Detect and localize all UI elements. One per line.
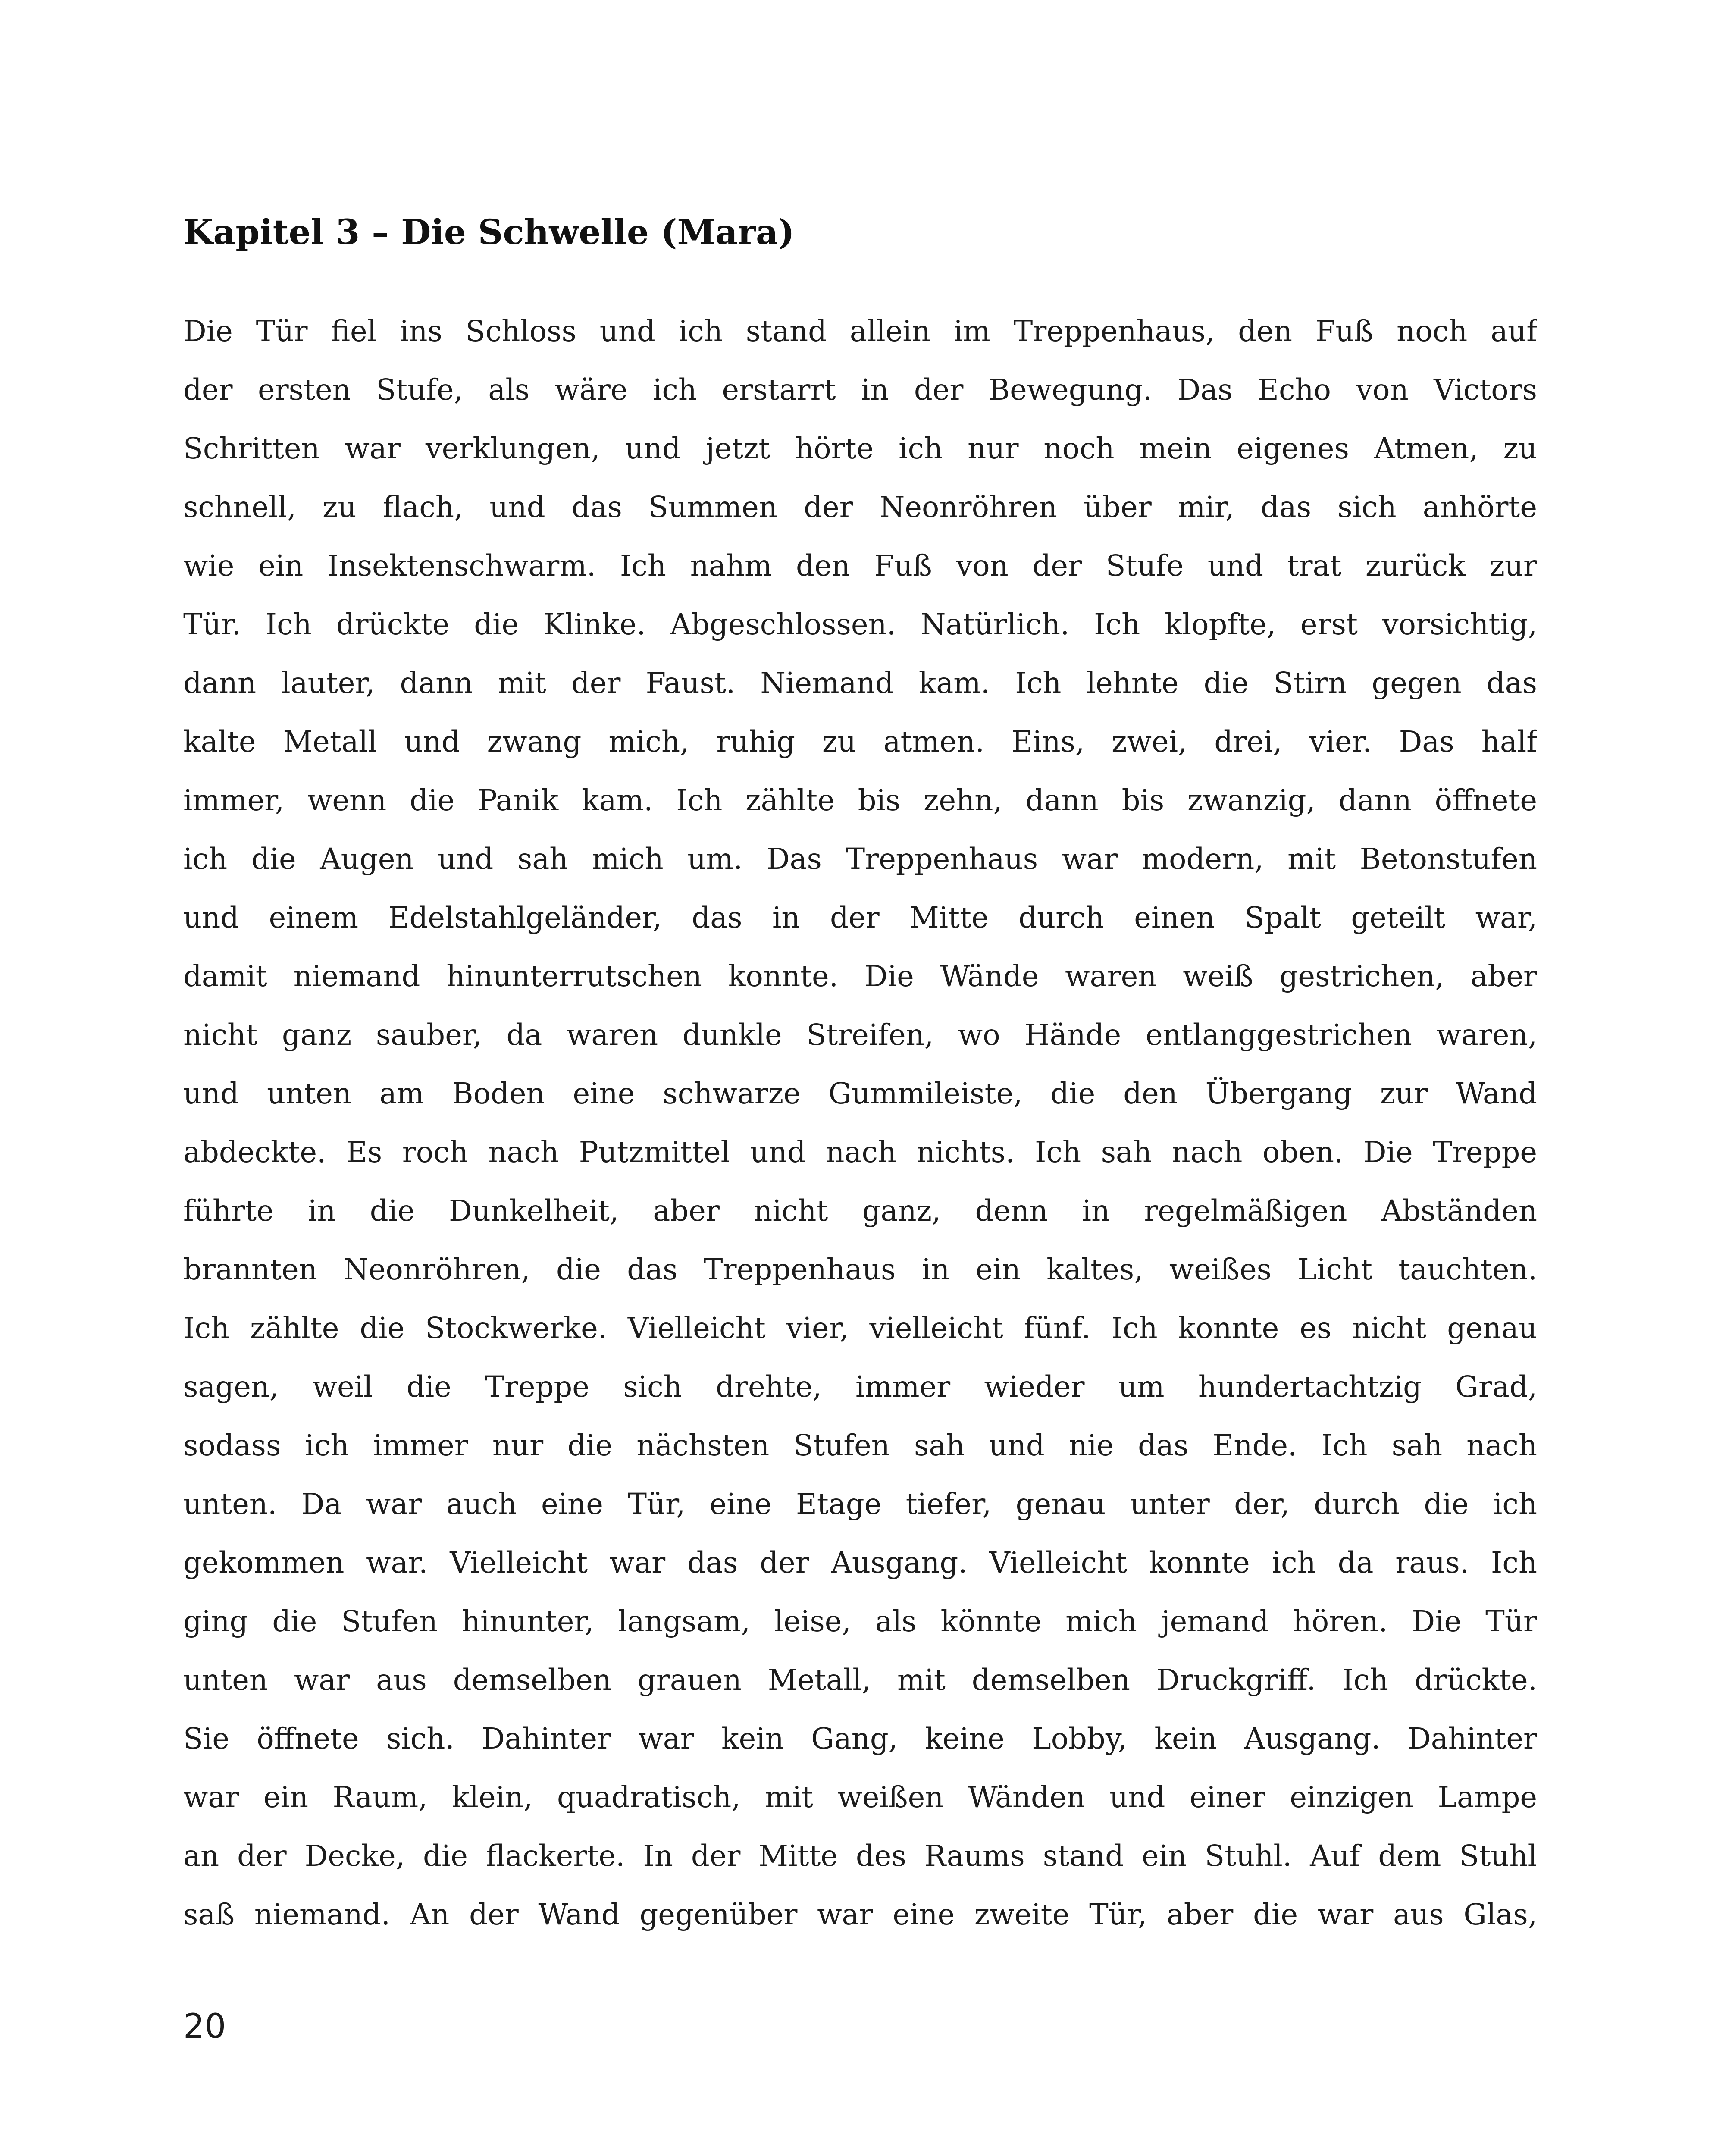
- text-line: unten. Da war auch eine Tür, eine Etage tiefer, genau unter der, durch die ich: [183, 1487, 1537, 1521]
- text-line: unten war aus demselben grauen Metall, mit demselben Druckgriff. Ich drückte.: [183, 1663, 1537, 1697]
- chapter-title: Kapitel 3 – Die Schwelle (Mara): [183, 212, 795, 252]
- text-line: war ein Raum, klein, quadratisch, mit weißen Wänden und einer einzigen Lampe: [183, 1780, 1537, 1814]
- text-line: Ich zählte die Stockwerke. Vielleicht vier, vielleicht fünf. Ich konnte es nicht genau: [183, 1311, 1537, 1345]
- text-line: Sie öffnete sich. Dahinter war kein Gang, keine Lobby, kein Ausgang. Dahinter: [183, 1722, 1537, 1755]
- text-line: Schritten war verklungen, und jetzt hörte ich nur noch mein eigenes Atmen, zu: [183, 432, 1537, 465]
- body-text: [183, 302, 1537, 1944]
- text-line: sagen, weil die Treppe sich drehte, immer wieder um hundertachtzig Grad,: [183, 1370, 1537, 1404]
- text-line: ich die Augen und sah mich um. Das Treppenhaus war modern, mit Betonstufen: [183, 842, 1537, 876]
- text-line: sodass ich immer nur die nächsten Stufen sah und nie das Ende. Ich sah nach: [183, 1429, 1537, 1462]
- page-number: 20: [183, 2007, 226, 2046]
- text-line: damit niemand hinunterrutschen konnte. Die Wände waren weiß gestrichen, aber: [183, 959, 1537, 993]
- text-line: der ersten Stufe, als wäre ich erstarrt in der Bewegung. Das Echo von Victors: [183, 373, 1537, 407]
- text-line: und unten am Boden eine schwarze Gummileiste, die den Übergang zur Wand: [183, 1077, 1537, 1110]
- text-line: Tür. Ich drückte die Klinke. Abgeschlossen. Natürlich. Ich klopfte, erst vorsichtig,: [183, 608, 1537, 641]
- text-line: Die Tür fiel ins Schloss und ich stand allein im Treppenhaus, den Fuß noch auf: [183, 314, 1537, 348]
- text-line: und einem Edelstahlgeländer, das in der Mitte durch einen Spalt geteilt war,: [183, 901, 1537, 934]
- text-line: abdeckte. Es roch nach Putzmittel und nach nichts. Ich sah nach oben. Die Treppe: [183, 1135, 1537, 1169]
- text-line: gekommen war. Vielleicht war das der Ausgang. Vielleicht konnte ich da raus. Ich: [183, 1546, 1537, 1579]
- text-line: führte in die Dunkelheit, aber nicht ganz, denn in regelmäßigen Abständen: [183, 1194, 1537, 1228]
- text-line: ging die Stufen hinunter, langsam, leise, als könnte mich jemand hören. Die Tür: [183, 1604, 1537, 1638]
- text-line: kalte Metall und zwang mich, ruhig zu atmen. Eins, zwei, drei, vier. Das half: [183, 725, 1537, 758]
- text-line: brannten Neonröhren, die das Treppenhaus in ein kaltes, weißes Licht tauchten.: [183, 1253, 1537, 1286]
- text-line: immer, wenn die Panik kam. Ich zählte bis zehn, dann bis zwanzig, dann öffnete: [183, 783, 1537, 817]
- text-line: dann lauter, dann mit der Faust. Niemand kam. Ich lehnte die Stirn gegen das: [183, 666, 1537, 700]
- text-line: schnell, zu flach, und das Summen der Neonröhren über mir, das sich anhörte: [183, 490, 1537, 524]
- text-line: nicht ganz sauber, da waren dunkle Streifen, wo Hände entlanggestrichen waren,: [183, 1018, 1537, 1052]
- text-line: an der Decke, die flackerte. In der Mitte des Raums stand ein Stuhl. Auf dem Stuhl: [183, 1839, 1537, 1873]
- text-line: wie ein Insektenschwarm. Ich nahm den Fuß von der Stufe und trat zurück zur: [183, 549, 1537, 583]
- text-line: saß niemand. An der Wand gegenüber war eine zweite Tür, aber die war aus Glas,: [183, 1898, 1537, 1931]
